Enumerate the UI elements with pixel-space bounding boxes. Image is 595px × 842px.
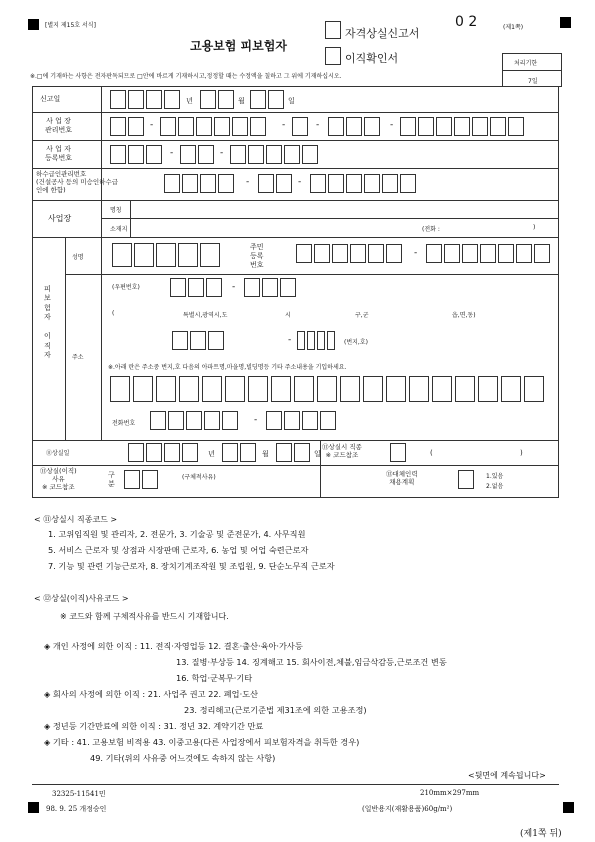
- zip-input[interactable]: [170, 278, 224, 297]
- option-label: 이직확인서: [345, 52, 399, 65]
- bunji-input[interactable]: [172, 331, 226, 350]
- report-date-year[interactable]: [110, 90, 182, 109]
- replacement-label: ⑬대체인력 채용계획: [386, 470, 418, 487]
- reason-code-note: ※ 코드와 함께 구체적사유를 반드시 기재합니다.: [60, 612, 229, 621]
- address-note: ※.아래 란은 주소중 번지,호 다음의 아파트명,마을명,빌딩명등 기타 주소내용을 기입하세요.: [108, 364, 347, 371]
- footer-approval: 98. 9. 25 개정승인: [46, 805, 107, 813]
- workplace-address-label: 소재지: [110, 226, 128, 233]
- job-code-input[interactable]: [390, 443, 408, 462]
- registration-mark: [560, 17, 571, 28]
- footer-code: 32325-11541민: [52, 790, 106, 798]
- address-detail-input[interactable]: [110, 376, 547, 402]
- loss-date-month[interactable]: [222, 443, 258, 462]
- reason-code-list: ◈ 개인 사정에 의한 이직 : 11. 전직·자영업등 12. 결혼·출산·육아·가사등 13. 질병·부상등 14. 징계해고 15. 회사이전,체불,임금삭감등,근로조건 변동 16. 학업·군복무·기타 ◈ 회사의 사정에 의한 이직 : 21. 사업주 권고 22. 폐업·도산 23. 정리해고(근로기준법 제31조에 의한 고용조정) ◈ 정년등 기간만료에 의한 이직 : 31. 정년 32. 계약기간 만료 ◈ 기타 : 41. 고용보험 비적용 43. 이중고용(다른 사업장에서 피보험자격을 취득한 경우) 49. 기타(위의 사유중 어느것에도 속하지 않는 사항): [44, 641, 447, 763]
- form-title: 고용보험 피보험자: [190, 39, 287, 53]
- job-code-label: ⑪상실시 직종 ※ 코드참조: [322, 443, 362, 460]
- deadline-label: 처리기한: [514, 60, 538, 67]
- biz-reg-input[interactable]: [110, 145, 164, 164]
- resident-input[interactable]: [296, 244, 404, 263]
- biz-mgmt-label: 사 업 장 관리번호: [45, 117, 73, 134]
- report-date-day[interactable]: [250, 90, 286, 109]
- loss-reason-code-input[interactable]: [124, 470, 160, 489]
- option-label: 자격상실신고서: [345, 27, 420, 40]
- insured-label: 피 보 험 자 이 직 자: [44, 285, 51, 360]
- workplace-name-label: 명칭: [110, 207, 122, 214]
- workplace-label: 사업장: [48, 214, 72, 223]
- form-number: [별지 제15호 서식]: [45, 22, 96, 29]
- footer-page: (제1쪽 뒤): [520, 829, 562, 839]
- loss-date-label: ⑪상실일: [46, 450, 70, 457]
- phone-label: (전화 :: [422, 226, 440, 233]
- option-checkbox[interactable]: [325, 47, 341, 65]
- footer-size: 210mm×297mm: [420, 789, 480, 797]
- biz-mgmt-input[interactable]: [110, 117, 146, 136]
- subcontract-label: 하수급인관리번호 (건설공사 등의 미승인하수급 인에 한함): [36, 170, 119, 195]
- report-date-label: 신고일: [40, 95, 61, 103]
- page-side: (제1쪽): [503, 24, 524, 31]
- registration-mark: [563, 802, 574, 813]
- notice: ※.□에 기재하는 사항은 전자판독되므로 □안에 바르게 기재하시고,정정할 때는 수정액을 칠하고 그 위에 기재하십시오.: [30, 73, 342, 80]
- name-input[interactable]: [112, 243, 222, 267]
- footer-paper: (일반용지(재활용품)60g/m²): [362, 805, 453, 813]
- continue-note: <뒷면에 계속됩니다>: [468, 771, 546, 780]
- zip-label: (우편번호): [112, 284, 140, 291]
- job-code-title: < ⑪상실시 직종코드 >: [34, 515, 118, 524]
- phone-input[interactable]: [150, 411, 240, 430]
- resident-label: 주민 등록 번호: [250, 243, 264, 269]
- subcontract-input[interactable]: [164, 174, 236, 193]
- address-label: 주소: [72, 354, 84, 361]
- biz-reg-label: 사 업 자 등록번호: [45, 145, 73, 162]
- loss-reason-label: ⑪상실(이직) 사유 ※ 코드참조: [40, 467, 77, 492]
- replacement-input[interactable]: [458, 470, 476, 489]
- name-label: 성명: [72, 254, 84, 261]
- deadline-value: 7일: [528, 78, 538, 85]
- loss-date-day[interactable]: [276, 443, 312, 462]
- loss-reason-detail-label: (구체적사유): [182, 474, 216, 481]
- reason-code-title: < ⑫상실(이직)사유코드 >: [34, 594, 129, 603]
- registration-mark: [28, 802, 39, 813]
- registration-mark: [28, 19, 39, 30]
- loss-date-year[interactable]: [128, 443, 200, 462]
- job-code-list: 1. 고위임직원 및 관리자, 2. 전문가, 3. 기술공 및 준전문가, 4. 사무직원 5. 서비스 근로자 및 상점과 시장판매 근로자, 6. 농업 및 어업 숙련근로자 7. 기능 및 관련 기능근로자, 8. 장치기계조작원 및 조립원, 9. 단순노무직 근로자: [48, 529, 335, 571]
- option-checkbox[interactable]: [325, 21, 341, 39]
- report-date-month[interactable]: [200, 90, 236, 109]
- phone-number-label: 전화번호: [112, 420, 136, 427]
- form-code: 0 2: [455, 14, 478, 30]
